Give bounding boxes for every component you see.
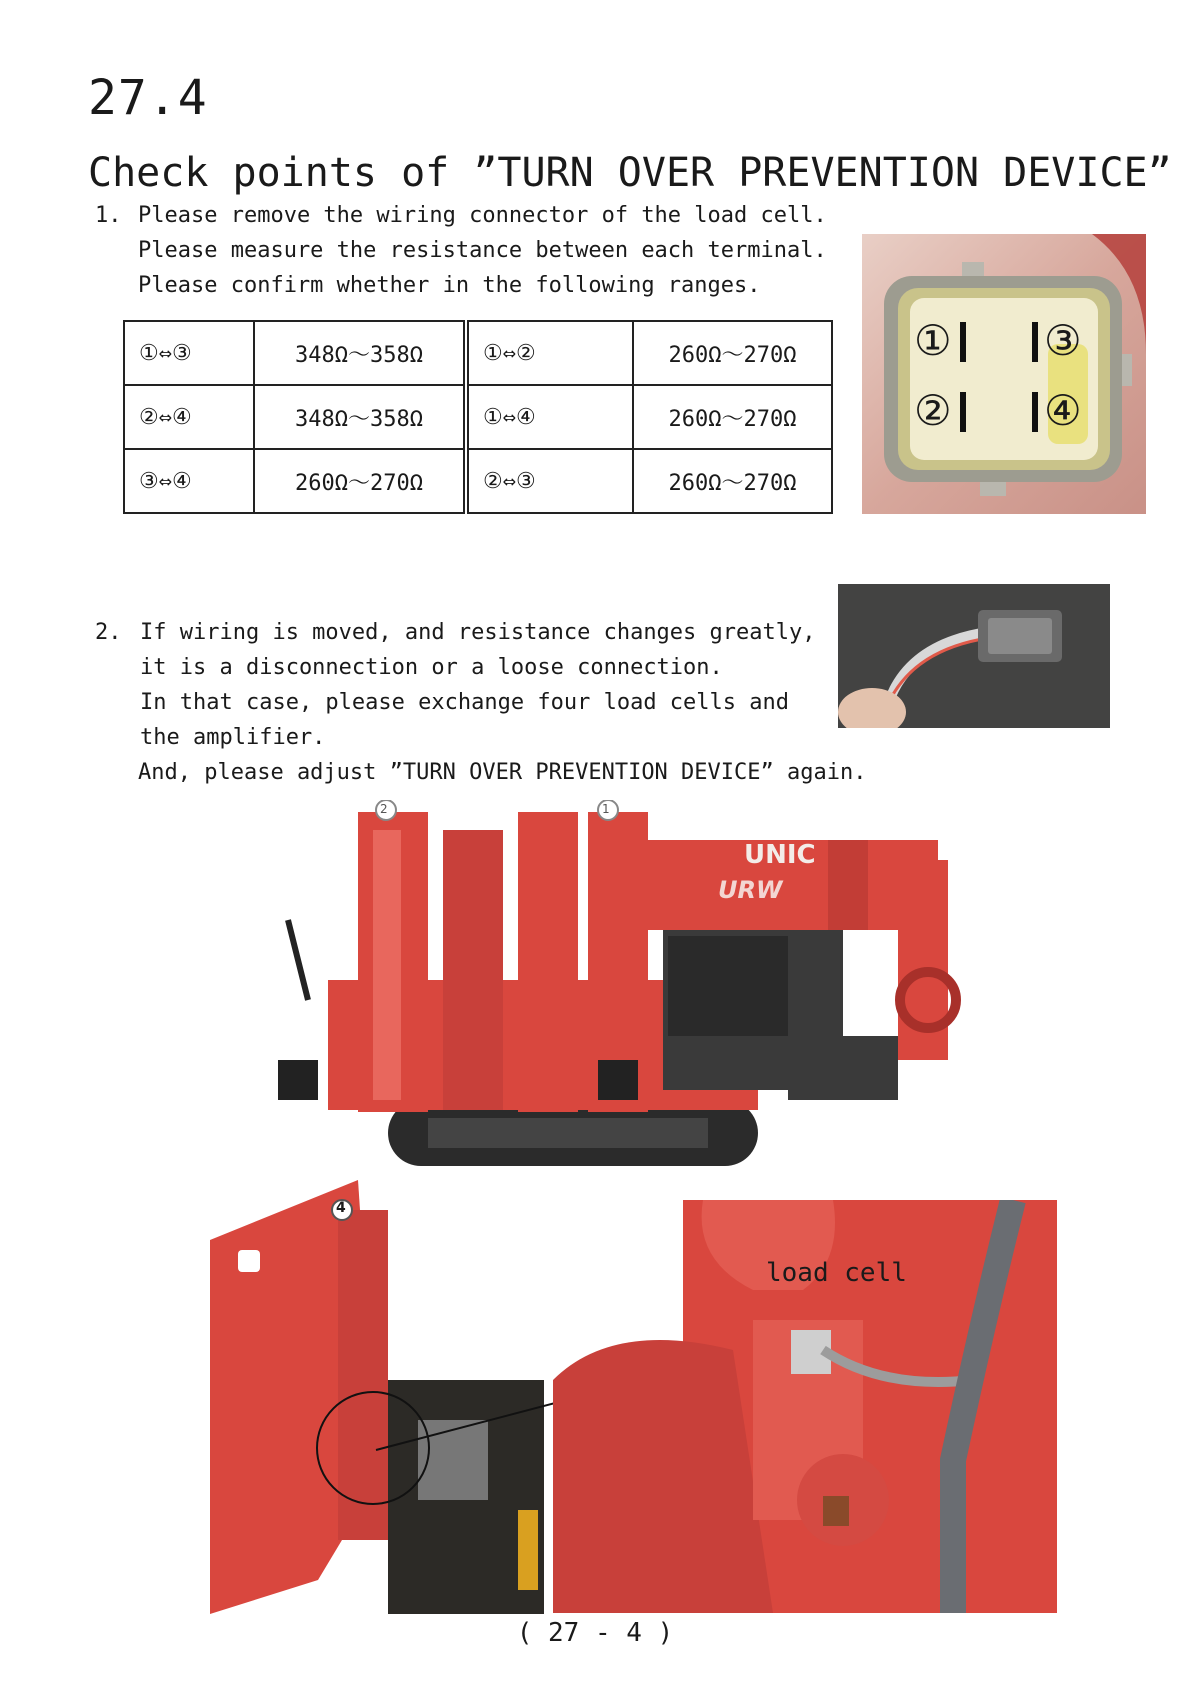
- terminal-4-pin: [1032, 392, 1038, 432]
- crane-photo: [268, 800, 1003, 1172]
- connector-photo: [862, 234, 1146, 514]
- terminal-1-label: ①: [914, 316, 952, 365]
- terminal-pair: ①⇔④: [466, 385, 633, 449]
- resistance-range: 260Ω～270Ω: [254, 449, 466, 513]
- table-row: [124, 321, 832, 385]
- step1-line-3: Please confirm whether in the following ranges.: [138, 273, 761, 298]
- brand-logo: UNIC: [744, 840, 816, 870]
- terminal-pair: ③⇔④: [124, 449, 254, 513]
- model-logo: URW: [718, 876, 783, 904]
- step1-line-1: Please remove the wiring connector of the load cell.: [138, 203, 827, 228]
- resistance-range: 260Ω～270Ω: [633, 321, 832, 385]
- terminal-3-pin: [1032, 322, 1038, 362]
- outrigger-number-4: 4: [336, 1200, 346, 1216]
- terminal-1-pin: [960, 322, 966, 362]
- table-row: [124, 385, 832, 449]
- table-row: [124, 449, 832, 513]
- section-number: 27.4: [88, 70, 208, 126]
- step2-line-4: the amplifier.: [140, 725, 326, 750]
- resistance-range: 260Ω～270Ω: [633, 385, 832, 449]
- step1-number: 1.: [95, 203, 122, 228]
- resistance-range: 348Ω～358Ω: [254, 385, 466, 449]
- outrigger-number-2: 2: [380, 802, 388, 816]
- step2-line-5: And, please adjust ”TURN OVER PREVENTION DEVICE” again.: [138, 760, 867, 785]
- terminal-2-label: ②: [914, 386, 952, 435]
- load-cell-label: load cell: [766, 1258, 907, 1288]
- outrigger-number-1: 1: [602, 802, 610, 816]
- step2-line-2: it is a disconnection or a loose connection.: [140, 655, 723, 680]
- terminal-pair: ①⇔③: [124, 321, 254, 385]
- terminal-pair: ①⇔②: [466, 321, 633, 385]
- terminal-3-label: ③: [1044, 316, 1082, 365]
- step1-line-2: Please measure the resistance between each terminal.: [138, 238, 827, 263]
- terminal-pair: ②⇔④: [124, 385, 254, 449]
- page-number: ( 27 - 4 ): [516, 1618, 674, 1648]
- terminal-pair: ②⇔③: [466, 449, 633, 513]
- closeup-photo: [553, 1200, 1057, 1613]
- resistance-range: 348Ω～358Ω: [254, 321, 466, 385]
- resistance-range: 260Ω～270Ω: [633, 449, 832, 513]
- step2-number: 2.: [95, 620, 122, 645]
- page-title: Check points of ”TURN OVER PREVENTION DEVICE”: [88, 150, 1172, 196]
- terminal-4-label: ④: [1044, 386, 1082, 435]
- terminal-2-pin: [960, 392, 966, 432]
- step2-line-3: In that case, please exchange four load cells and: [140, 690, 790, 715]
- wiring-photo: [838, 584, 1110, 728]
- resistance-table: [123, 320, 833, 514]
- step2-line-1: If wiring is moved, and resistance changes greatly,: [140, 620, 816, 645]
